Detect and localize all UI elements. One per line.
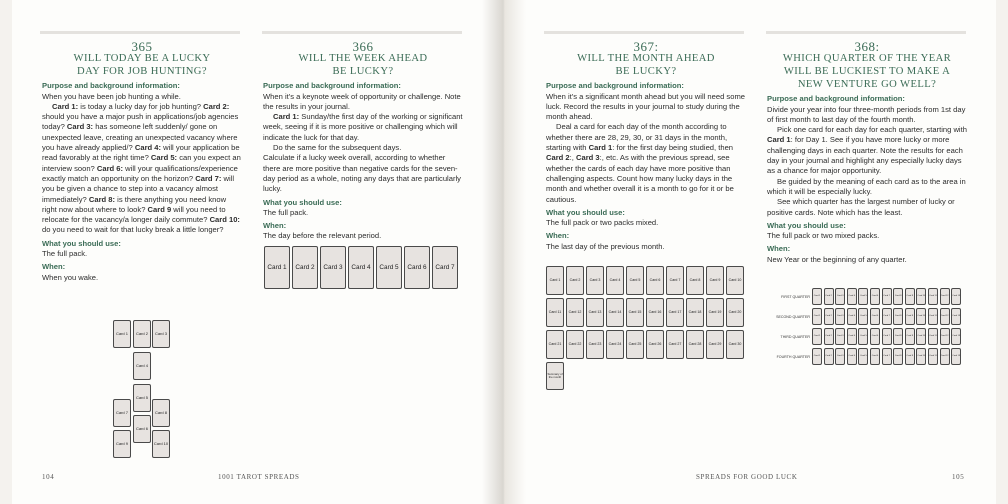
tarot-card	[847, 308, 857, 325]
spread-title-line-1: WILL THE WEEK AHEAD	[298, 53, 428, 65]
purpose-heading: Purpose and background information:	[42, 81, 180, 91]
spread-title-line-1: WHICH QUARTER OF THE YEAR	[782, 53, 952, 65]
tarot-card	[646, 330, 664, 359]
tarot-card	[586, 298, 604, 327]
use-heading: What you should use:	[767, 220, 846, 230]
card-label: Card 6	[871, 315, 879, 318]
card-label: Card 5	[629, 278, 641, 283]
card-label: Card 1	[813, 335, 821, 338]
tarot-card	[824, 308, 834, 325]
tarot-card	[706, 330, 724, 359]
tarot-card	[858, 288, 868, 305]
tarot-card	[113, 320, 131, 348]
spread-title-line-1: WILL THE MONTH AHEAD	[577, 53, 715, 65]
card-label: Card 20	[728, 310, 742, 315]
when-text: When you wake.	[42, 272, 99, 282]
card-label: Card 3	[836, 335, 844, 338]
card-ref: Card 9	[147, 204, 172, 214]
tarot-card	[905, 308, 915, 325]
card-label: Card 14	[608, 310, 622, 315]
tarot-card	[133, 415, 151, 443]
card-label: Card 3	[836, 295, 844, 298]
card-ref: Card 4:	[134, 143, 162, 153]
spread-367	[546, 39, 746, 252]
card-label: Card 7	[883, 335, 890, 338]
spread-number: 368:	[854, 39, 880, 54]
tarot-card	[916, 308, 926, 325]
card-label: Card 18	[688, 310, 702, 315]
tarot-card	[566, 330, 584, 359]
card-ref: Card 1:	[52, 101, 79, 111]
tarot-card	[835, 288, 845, 305]
card-question: will you need to relocate for the vacancy/a longer daily commute?	[42, 204, 226, 225]
spread-title-line-2: BE LUCKY?	[332, 66, 394, 78]
card-label: Card 25	[628, 342, 642, 347]
instruction-text: Pick one card for each day for each quarter, starting with	[777, 125, 967, 135]
tarot-card	[292, 246, 318, 289]
card-label: Card 9	[906, 315, 914, 318]
tarot-card	[858, 308, 868, 325]
card-label: Card 10	[153, 440, 169, 446]
tarot-card	[264, 246, 290, 289]
spread-title-line-3: NEW VENTURE GO WELL?	[797, 79, 937, 91]
card-label: Card 2	[825, 315, 832, 318]
card-label: Card 27	[668, 342, 682, 347]
tarot-card	[882, 288, 892, 305]
card-label: Card 5	[860, 355, 867, 358]
card-label: Card 24	[608, 342, 622, 347]
tarot-card	[812, 348, 822, 365]
tarot-card	[726, 330, 744, 359]
tarot-card	[152, 430, 170, 458]
instruction-3: Calculate if a lucky week overall, according to whether there are more positive than negative cards for the seven-day period as a whole, noting any days that are particularly lucky.	[263, 153, 461, 194]
card-label: Card 17	[668, 310, 682, 315]
tarot-card	[626, 266, 644, 295]
card-label: Card 4	[135, 362, 148, 368]
card-label: Card 5	[860, 335, 867, 338]
card-label: Card 9	[709, 278, 721, 283]
card-label: Card 8	[154, 409, 167, 415]
tarot-card	[626, 298, 644, 327]
card-ref: Card 1	[588, 143, 613, 153]
instruction-1	[767, 125, 967, 176]
quarter-label: FOURTH QUARTER	[776, 355, 810, 359]
card-label: Card 6	[871, 335, 879, 338]
tarot-card	[893, 348, 903, 365]
card-label: Card 15	[628, 310, 642, 315]
card-label: Card 10	[728, 278, 742, 283]
purpose-text: Divide your year into four three-month periods from 1st day of first month to last day of the fourth month.	[767, 104, 966, 124]
tarot-card	[812, 328, 822, 345]
tarot-card	[835, 328, 845, 345]
card-label: Card 8	[894, 355, 902, 358]
tarot-card	[812, 308, 822, 325]
instruction-text: :,	[569, 153, 576, 163]
rule-368	[766, 31, 966, 34]
tarot-card	[546, 330, 564, 359]
instruction-text: : for the first day being studied, then	[612, 143, 734, 153]
card-label: Card 6	[649, 278, 661, 283]
tarot-card	[847, 288, 857, 305]
tarot-card	[376, 246, 402, 289]
tarot-card	[940, 288, 950, 305]
spread-title-line-1: WILL TODAY BE A LUCKY	[73, 53, 211, 65]
card-label: Card 8	[689, 278, 701, 283]
tarot-card	[626, 330, 644, 359]
tarot-card	[133, 320, 151, 348]
spread-title-line-2: WILL BE LUCKIEST TO MAKE A	[783, 66, 951, 78]
card-ref: Card 2	[546, 153, 570, 163]
tarot-card	[706, 266, 724, 295]
card-label: Card 3	[154, 330, 167, 336]
tarot-card	[586, 266, 604, 295]
card-label: Card 6	[135, 425, 148, 431]
tarot-card	[940, 328, 950, 345]
card-label: Card 1	[549, 278, 561, 283]
tarot-card	[686, 330, 704, 359]
card-ref: Card 8:	[88, 194, 116, 204]
card-label: Summary of the month	[547, 371, 563, 379]
card-label: Card 3	[836, 315, 844, 318]
rule-367	[544, 31, 744, 34]
tarot-card	[893, 308, 903, 325]
card-label: Card 16	[648, 310, 662, 315]
card-label: Card 3	[836, 355, 844, 358]
card-label: Card 28	[688, 342, 702, 347]
tarot-card	[646, 266, 664, 295]
tarot-card	[940, 308, 950, 325]
card-label: Card 6	[871, 295, 879, 298]
card-question: do you need to wait for that lucky break a little longer?	[42, 225, 224, 235]
tarot-card	[432, 246, 458, 289]
card-label: Card 9	[906, 355, 914, 358]
instruction-2: Do the same for the subsequent days.	[273, 143, 402, 153]
right-running-title: SPREADS FOR GOOD LUCK	[696, 473, 798, 481]
instruction-2: Be guided by the meaning of each card as to the area in which it will be especially lucky.	[767, 176, 966, 196]
card-label: Card 2	[825, 295, 832, 298]
card-question: will you be given a chance to step into a vacancy almost immediately?	[42, 173, 235, 204]
quarter-label: THIRD QUARTER	[780, 335, 810, 339]
spread-366	[263, 39, 463, 242]
card-label: Card 19	[708, 310, 722, 315]
card-label: Card 2	[295, 263, 315, 271]
card-label: Card 9	[115, 440, 128, 446]
tarot-card	[152, 320, 170, 348]
card-label: Card 23	[588, 342, 602, 347]
spread-number: 366	[352, 39, 374, 54]
quarter-label: FIRST QUARTER	[781, 295, 810, 299]
tarot-card	[882, 348, 892, 365]
card-label: Card 7	[883, 295, 890, 298]
tarot-card	[546, 362, 564, 390]
tarot-card	[546, 298, 564, 327]
card-label: Card 7	[883, 355, 890, 358]
card-label: Card 21	[548, 342, 562, 347]
card-label: Card 7	[883, 315, 890, 318]
spread-365	[42, 39, 242, 283]
spread-number: 365	[131, 39, 153, 54]
card-label: Card 30	[728, 342, 742, 347]
quarter-label: SECOND QUARTER	[776, 315, 810, 319]
when-text: New Year or the beginning of any quarter.	[767, 254, 907, 264]
card-label: Card 2	[135, 330, 148, 336]
use-text: The full pack.	[42, 249, 88, 259]
card-ref: Card 10:	[209, 215, 240, 225]
tarot-card	[646, 298, 664, 327]
when-heading: When:	[767, 244, 791, 254]
card-label: Card 12	[568, 310, 582, 315]
tarot-card	[666, 330, 684, 359]
tarot-card	[824, 328, 834, 345]
book-gutter	[482, 0, 526, 504]
card-label: Card 8	[894, 295, 902, 298]
purpose-heading: Purpose and background information:	[546, 81, 684, 91]
card-label: Card 7	[435, 263, 455, 271]
card-label: Card 6	[407, 263, 427, 271]
rule-365	[40, 31, 240, 34]
card-label: Card 12	[940, 295, 949, 298]
card-label: Card 13	[952, 355, 961, 358]
use-heading: What you should use:	[263, 197, 342, 207]
card-label: Card 2	[569, 278, 581, 283]
card-label: Card 10	[917, 335, 926, 338]
tarot-card	[870, 328, 880, 345]
tarot-card	[916, 328, 926, 345]
card-label: Card 4	[848, 335, 856, 338]
instruction-1	[263, 112, 463, 143]
card-label: Card 5	[860, 295, 867, 298]
tarot-card	[812, 288, 822, 305]
tarot-card	[882, 308, 892, 325]
tarot-card	[606, 266, 624, 295]
tarot-card	[905, 288, 915, 305]
instruction-text: Sunday/the first day of the working or significant week, seeing if it is more positive or challenging which will indicate the luck for that day.	[263, 112, 463, 142]
instruction-text: : for Day 1. See if you have more lucky or more challenging days in each quarter. Note the results for each day in your journal and highlight any especially lucky days as a chance for major opportunity.	[767, 135, 963, 176]
tarot-card	[706, 298, 724, 327]
spread-title-line-2: DAY FOR JOB HUNTING?	[77, 66, 207, 78]
when-heading: When:	[263, 221, 287, 231]
purpose-text: When it's a significant month ahead but you will need some luck. Record the results in your journal to study during the month ahead.	[546, 91, 745, 122]
card-question: can you expect an interview soon?	[42, 153, 241, 173]
spread-number: 367:	[633, 39, 659, 54]
instruction-3: See which quarter has the largest number of lucky or positive cards. Note which has the least.	[767, 197, 955, 217]
card-label: Card 12	[940, 355, 949, 358]
tarot-card	[586, 330, 604, 359]
tarot-card	[928, 288, 938, 305]
purpose-heading: Purpose and background information:	[767, 94, 905, 104]
card-label: Card 6	[871, 355, 879, 358]
card-label: Card 9	[906, 335, 914, 338]
tarot-card	[882, 328, 892, 345]
tarot-card	[606, 298, 624, 327]
card-label: Card 3	[323, 263, 343, 271]
tarot-card	[951, 328, 961, 345]
card-label: Card 4	[848, 315, 856, 318]
card-label: Card 1	[267, 263, 287, 271]
instruction-text: :, etc. As with the previous spread, see whether the cards of each day have more positive than challenging aspects. Count how many lucky days in the month and whether overall it is a month to go for it or be cautious.	[546, 153, 734, 204]
tarot-card	[666, 266, 684, 295]
left-page-number: 104	[42, 473, 55, 481]
tarot-card	[686, 266, 704, 295]
card-label: Card 4	[848, 355, 856, 358]
card-label: Card 3	[589, 278, 601, 283]
instruction-1	[546, 122, 746, 204]
rule-366	[262, 31, 462, 34]
card-label: Card 4	[351, 263, 371, 271]
left-running-title: 1001 TAROT SPREADS	[218, 473, 300, 481]
tarot-card	[905, 348, 915, 365]
use-text: The full pack or two mixed packs.	[767, 231, 880, 241]
card-label: Card 5	[860, 315, 867, 318]
tarot-card	[951, 348, 961, 365]
tarot-card	[893, 328, 903, 345]
card-ref: Card 6:	[96, 163, 124, 173]
when-text: The day before the relevant period.	[263, 231, 382, 241]
card-label: Card 5	[135, 394, 148, 400]
tarot-card	[566, 266, 584, 295]
tarot-card	[726, 298, 744, 327]
card-ref: Card 1:	[273, 112, 300, 122]
tarot-card	[835, 348, 845, 365]
card-label: Card 13	[952, 315, 961, 318]
card-label: Card 13	[952, 335, 961, 338]
card-label: Card 12	[940, 315, 949, 318]
tarot-card	[404, 246, 430, 289]
tarot-card	[835, 308, 845, 325]
tarot-card	[824, 288, 834, 305]
card-label: Card 9	[906, 295, 914, 298]
card-label: Card 26	[648, 342, 662, 347]
tarot-card	[870, 348, 880, 365]
tarot-card	[824, 348, 834, 365]
tarot-card	[546, 266, 564, 295]
card-label: Card 4	[609, 278, 621, 283]
tarot-card	[847, 328, 857, 345]
tarot-card	[928, 328, 938, 345]
card-label: Card 10	[917, 355, 926, 358]
tarot-card	[858, 328, 868, 345]
spread-368	[767, 39, 967, 265]
card-label: Card 2	[825, 335, 832, 338]
tarot-card	[951, 288, 961, 305]
card-ref: Card 5:	[150, 153, 178, 163]
card-label: Card 10	[917, 295, 926, 298]
tarot-card	[905, 328, 915, 345]
when-text: The last day of the previous month.	[546, 241, 665, 251]
use-heading: What you should use:	[42, 238, 121, 248]
tarot-card	[152, 399, 170, 427]
card-label: Card 11	[548, 310, 562, 315]
use-heading: What you should use:	[546, 207, 625, 217]
tarot-card	[320, 246, 346, 289]
tarot-card	[870, 288, 880, 305]
tarot-card	[133, 352, 151, 380]
card-label: Card 22	[568, 342, 582, 347]
card-label: Card 11	[929, 295, 937, 298]
tarot-card	[893, 288, 903, 305]
tarot-card	[133, 384, 151, 412]
when-heading: When:	[42, 262, 66, 272]
tarot-card	[113, 430, 131, 458]
card-label: Card 10	[917, 315, 926, 318]
purpose-heading: Purpose and background information:	[263, 81, 401, 91]
tarot-card	[348, 246, 374, 289]
when-heading: When:	[546, 231, 570, 241]
card-label: Card 8	[894, 335, 902, 338]
card-question: will your qualifications/experience exactly match an opportunity on the horizon?	[42, 163, 238, 183]
card-label: Card 29	[708, 342, 722, 347]
card-label: Card 11	[929, 335, 937, 338]
use-text: The full pack.	[263, 207, 309, 217]
card-label: Card 11	[929, 355, 937, 358]
tarot-card	[870, 308, 880, 325]
tarot-card	[726, 266, 744, 295]
tarot-card	[847, 348, 857, 365]
card-label: Card 8	[894, 315, 902, 318]
tarot-card	[113, 399, 131, 427]
card-question: has someone left suddenly/ gone on unexpected leave, creating an unexpected vacancy where you have already applied/?	[42, 122, 238, 153]
card-ref: Card 1	[767, 135, 791, 145]
card-label: Card 4	[848, 295, 856, 298]
tarot-card	[566, 298, 584, 327]
card-label: Card 12	[940, 335, 949, 338]
card-label: Card 13	[952, 295, 961, 298]
card-label: Card 11	[929, 315, 937, 318]
tarot-card	[940, 348, 950, 365]
tarot-card	[858, 348, 868, 365]
instruction-text: Deal a card for each day of the month according to whether there are 28, 29, 30, or 31 days in the month, starting with	[546, 122, 728, 153]
tarot-card	[606, 330, 624, 359]
tarot-card	[666, 298, 684, 327]
card-question: is there anything you need know right now about where to look?	[42, 194, 227, 214]
card-label: Card 2	[825, 355, 832, 358]
card-label: Card 7	[115, 409, 128, 415]
tarot-card	[686, 298, 704, 327]
tarot-card	[916, 348, 926, 365]
card-questions	[42, 102, 242, 236]
tarot-card	[916, 288, 926, 305]
right-page-number: 105	[952, 473, 965, 481]
tarot-card	[928, 308, 938, 325]
card-question: should you have a major push in applications/job agencies today?	[42, 112, 239, 132]
card-label: Card 1	[813, 295, 821, 298]
purpose-text: When you have been job hunting a while.	[42, 91, 181, 101]
tarot-card	[951, 308, 961, 325]
card-label: Card 1	[115, 330, 128, 336]
tarot-card	[928, 348, 938, 365]
spread-title-line-2: BE LUCKY?	[615, 66, 677, 78]
card-label: Card 5	[379, 263, 399, 271]
card-label: Card 1	[813, 315, 821, 318]
card-question: is today a lucky day for job hunting?	[78, 101, 204, 111]
card-question: will your application be read favorably at the right time?	[42, 143, 240, 163]
card-ref: Card 3	[575, 153, 600, 163]
card-ref: Card 7:	[195, 173, 222, 183]
card-label: Card 13	[588, 310, 602, 315]
use-text: The full pack or two packs mixed.	[546, 218, 659, 228]
card-ref: Card 3:	[66, 122, 94, 132]
card-label: Card 1	[813, 355, 821, 358]
purpose-text: When it's a keynote week of opportunity or challenge. Note the results in your journal.	[263, 91, 461, 111]
card-label: Card 7	[669, 278, 681, 283]
card-ref: Card 2:	[203, 101, 230, 111]
